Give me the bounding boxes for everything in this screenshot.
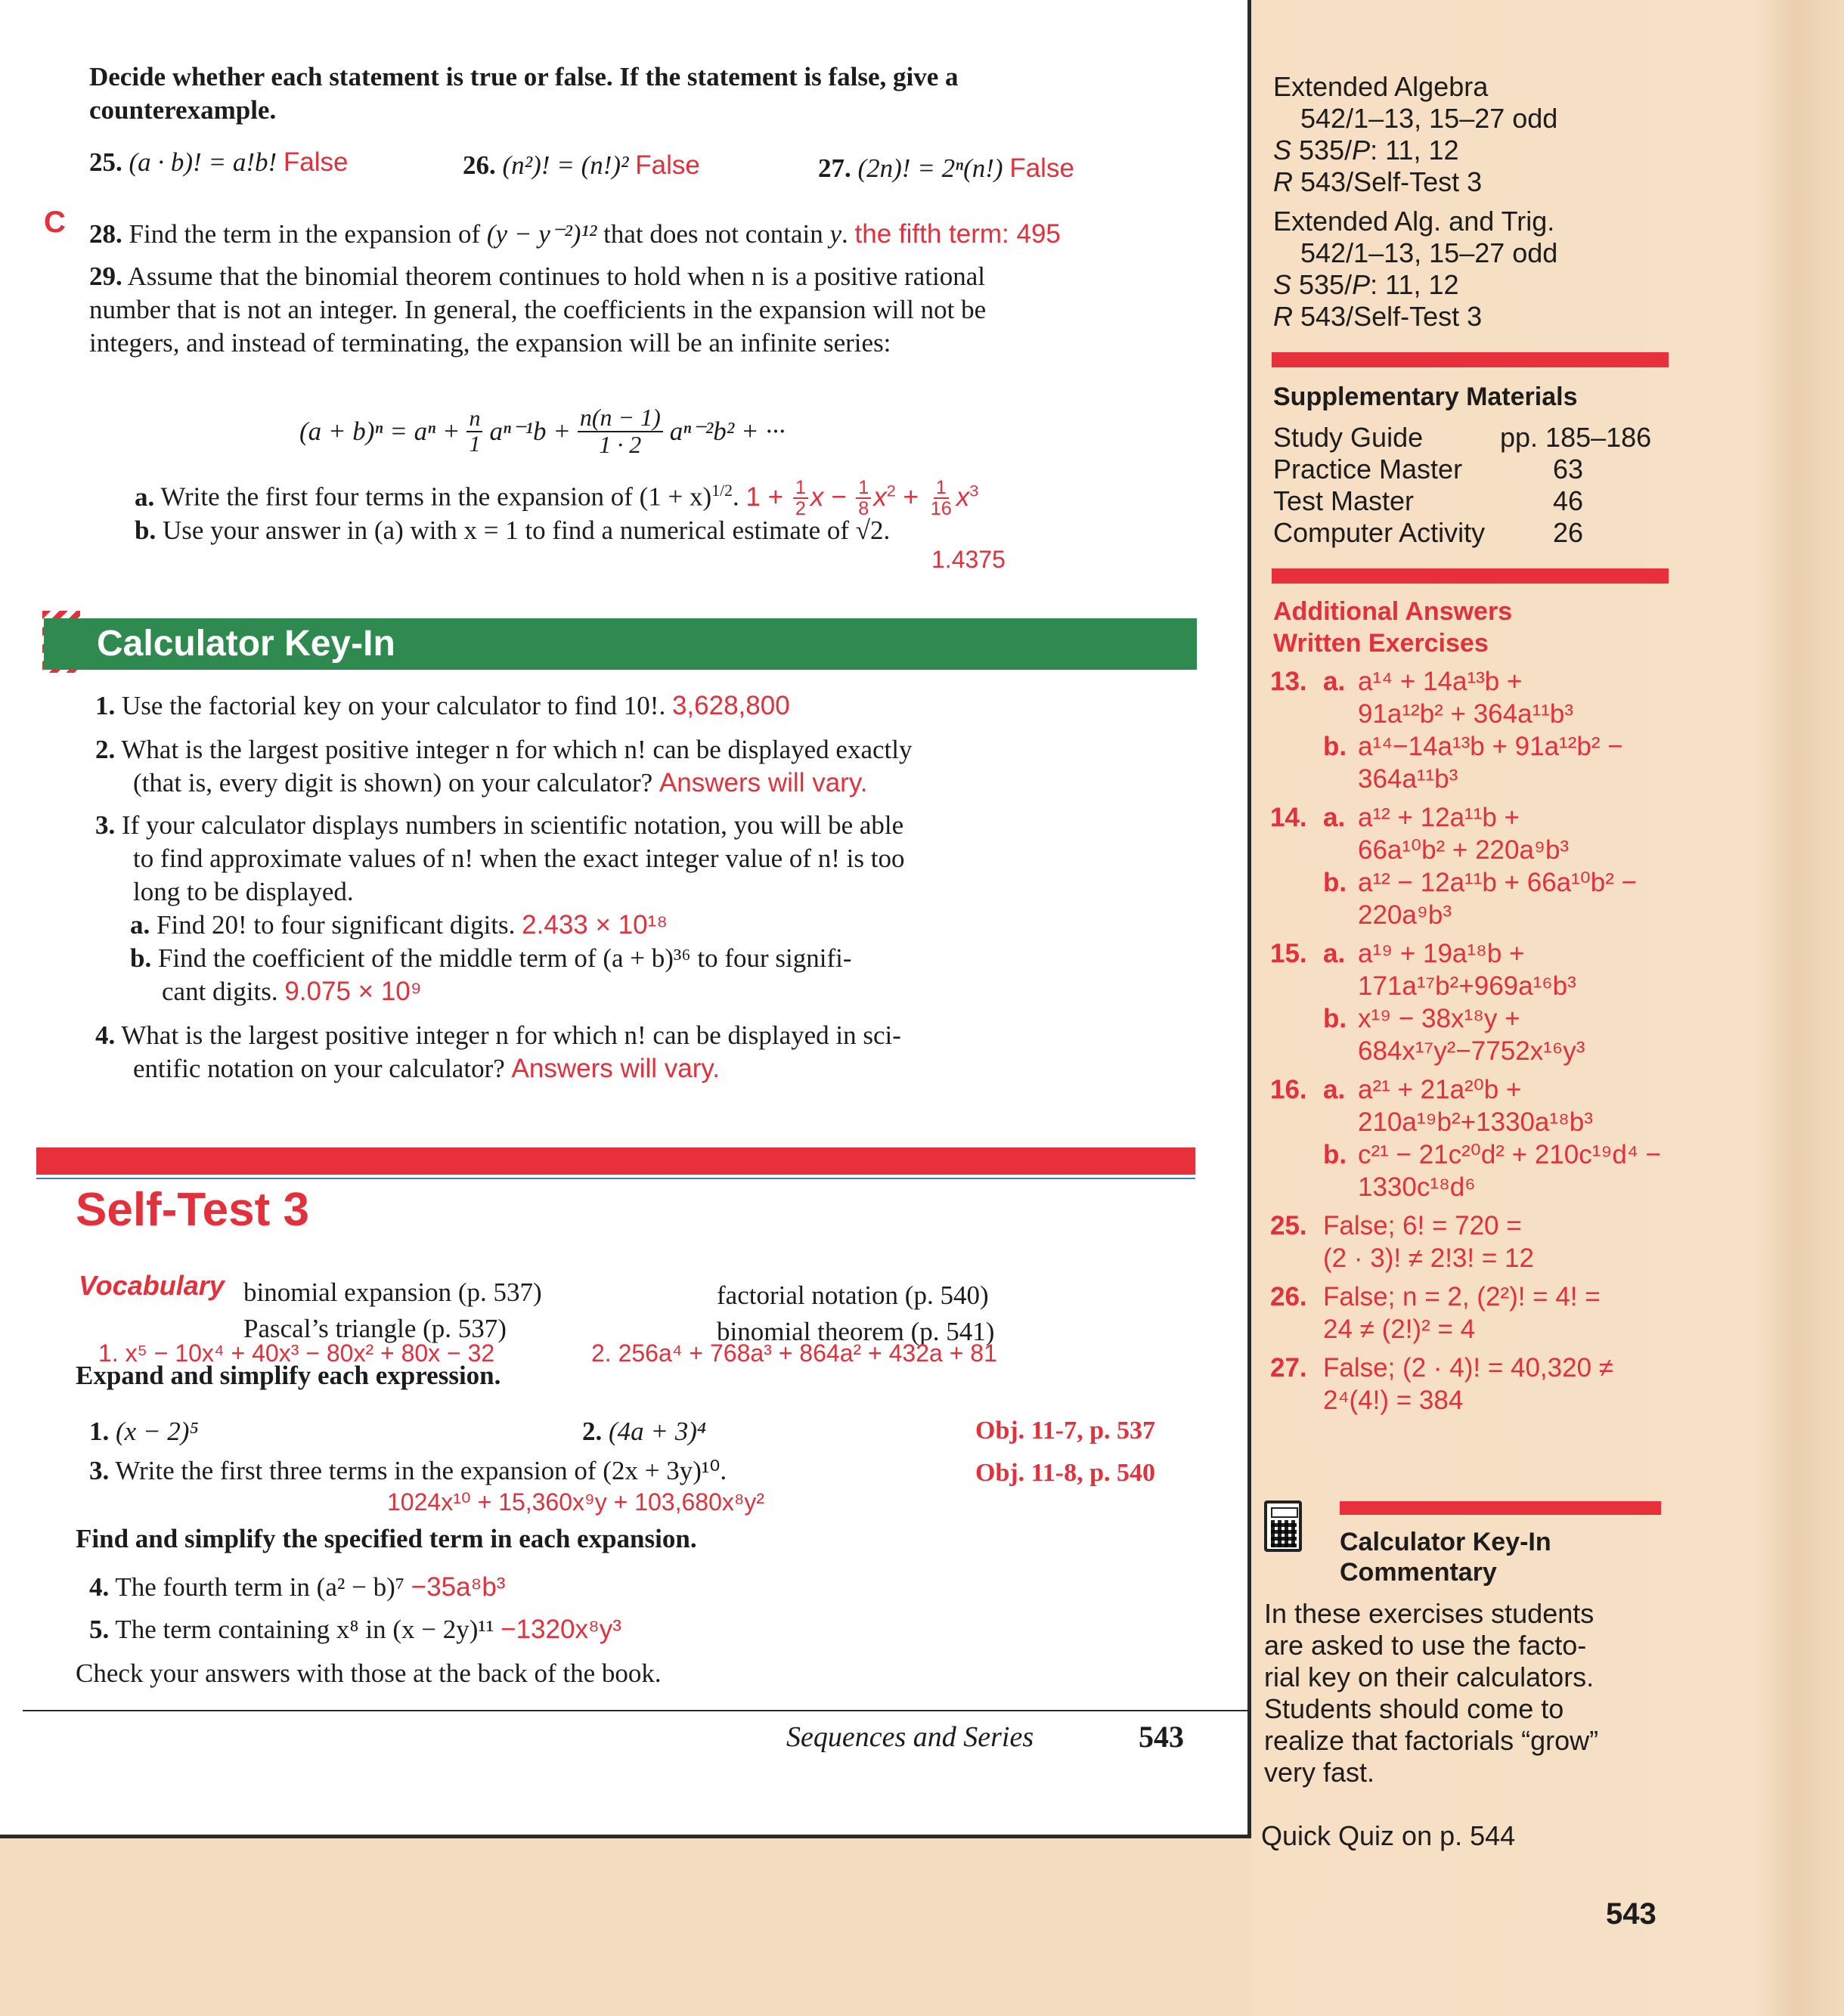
find-heading: Find and simplify the specified term in each expansion. — [76, 1524, 697, 1553]
vocab-item: factorial notation (p. 540) — [717, 1281, 989, 1310]
supplementary-heading: Supplementary Materials — [1273, 382, 1578, 411]
keyin-question-2: 2. What is the largest positive integer n for which n! can be displayed exactly (that is, every digit is shown) on your calculator? Answers will vary. — [95, 735, 913, 797]
additional-answers-list — [1270, 665, 1694, 1417]
exercise-25: 25. (a · b)! = a!b! False — [89, 147, 349, 177]
quick-quiz-note: Quick Quiz on p. 544 — [1261, 1820, 1516, 1851]
sidebar-divider — [1272, 352, 1669, 367]
keyin-question-3a: a. Find 20! to four significant digits. 2.433 × 10¹⁸ — [130, 910, 668, 940]
supplementary-item: Practice Master 63 — [1273, 454, 1584, 485]
level-c-marker: C — [44, 206, 66, 239]
additional-answers-heading: Additional Answers Written Exercises — [1273, 597, 1513, 658]
supplementary-item: Test Master 46 — [1273, 485, 1584, 516]
keyin-question-3b: b. Find the coefficient of the middle term of (a + b)³⁶ to four signifi- cant digits. 9.075 × 10⁹ — [130, 943, 852, 1006]
exercise-28: 28. Find the term in the expansion of (y − y⁻²)¹² that does not contain y. the fifth term: 495 — [89, 219, 1061, 249]
calculator-icon — [1264, 1500, 1302, 1552]
answer-item-25: 25. False; 6! = 720 = (2 · 3)! ≠ 2!3! = 12 — [1270, 1211, 1534, 1273]
self-test-question-2: 2. (4a + 3)⁴ — [582, 1417, 707, 1446]
self-test-title: Self-Test 3 — [76, 1184, 309, 1236]
keyin-question-1: 1. Use the factorial key on your calculator to find 10!. 3,628,800 — [95, 691, 790, 720]
self-test-answer-2: 2. 256a⁴ + 768a³ + 864a² + 432a + 81 — [591, 1339, 997, 1367]
self-test-divider — [36, 1147, 1195, 1175]
self-test-question-1: 1. (x − 2)⁵ — [89, 1417, 199, 1446]
self-test-question-4: 4. The fourth term in (a² − b)⁷ −35a⁸b³ — [89, 1572, 506, 1602]
answer-item-27: 27. False; (2 · 4)! = 40,320 ≠ 2⁴(4!) = 384 — [1270, 1353, 1613, 1415]
blue-rule — [36, 1178, 1195, 1179]
footer-section: Sequences and Series — [786, 1721, 1034, 1753]
vocabulary-label: Vocabulary — [79, 1270, 225, 1301]
objective-ref-1: Obj. 11-7, p. 537 — [975, 1417, 1156, 1445]
assignment-extended-alg-trig: Extended Alg. and Trig. 542/1–13, 15–27 odd S 535/P: 11, 12 R 543/Self-Test 3 — [1273, 206, 1558, 332]
check-answers-note: Check your answers with those at the back of the book. — [76, 1658, 662, 1688]
keyin-question-4: 4. What is the largest positive integer n for which n! can be displayed in sci- entific notation on your calculator? Answers will vary. — [95, 1020, 901, 1083]
expand-heading: Expand and simplify each expression. — [76, 1361, 501, 1390]
self-test-question-5: 5. The term containing x⁸ in (x − 2y)¹¹ −1320x⁸y³ — [89, 1615, 621, 1644]
vocab-item: binomial expansion (p. 537) — [243, 1277, 542, 1307]
sidebar-divider — [1272, 568, 1669, 584]
vocab-item: binomial theorem (p. 541) — [717, 1317, 995, 1346]
supplementary-item: Computer Activity 26 — [1273, 517, 1584, 548]
answer-item-15: 15. a. a¹⁹ + 19a¹⁸b + 171a¹⁷b²+969a¹⁶b³ b. x¹⁹ − 38x¹⁸y + 684x¹⁷y²−7752x¹⁶y³ — [1270, 939, 1585, 1066]
supplementary-item: Study Guide pp. 185–186 — [1273, 422, 1652, 453]
binomial-formula: (a + b)ⁿ = aⁿ + $\frac{n}{1}$ aⁿ⁻¹b + $\frac{n(n - 1)}{1 \cdot 2}$ aⁿ⁻²b² + ··· — [299, 404, 786, 458]
supplementary-list — [1273, 422, 1681, 549]
exercise-29b: b. Use your answer in (a) with x = 1 to find a numerical estimate of √2. — [135, 516, 891, 545]
exercise-instructions: Decide whether each statement is true or false. If the statement is false, give a counterexample. — [89, 62, 959, 125]
answer-item-13: 13. a. a¹⁴ + 14a¹³b + 91a¹²b² + 364a¹¹b³ b. a¹⁴−14a¹³b + 91a¹²b² − 364a¹¹b³ — [1270, 667, 1623, 794]
answer-item-14: 14. a. a¹² + 12a¹¹b + 66a¹⁰b² + 220a⁹b³ b. a¹² − 12a¹¹b + 66a¹⁰b² − 220a⁹b³ — [1270, 803, 1638, 930]
exercise-29: 29. Assume that the binomial theorem continues to hold when n is a positive rational number that is not an integer. In general, the coefficients in the expansion will not be integers, and instead of terminating, the expansion will be an infinite series: — [89, 262, 987, 358]
calculator-commentary-heading: Calculator Key-In Commentary — [1340, 1528, 1551, 1587]
footer-page-number: 543 — [1139, 1720, 1184, 1754]
answer-item-26: 26. False; n = 2, (2²)! = 4! = 24 ≠ (2!)² = 4 — [1270, 1282, 1601, 1344]
exercise-27: 27. (2n)! = 2ⁿ(n!) False — [818, 153, 1074, 183]
footer-rule — [23, 1710, 1251, 1711]
self-test-question-3: 3. Write the first three terms in the expansion of (2x + 3y)¹⁰. — [89, 1456, 727, 1485]
self-test-answer-1: 1. x⁵ − 10x⁴ + 40x³ − 80x² + 80x − 32 — [98, 1339, 495, 1367]
sidebar-page-number: 543 — [1606, 1897, 1657, 1931]
sidebar-divider — [1340, 1501, 1661, 1515]
self-test-answer-3: 1024x¹⁰ + 15,360x⁹y + 103,680x⁸y² — [387, 1488, 765, 1516]
exercise-26: 26. (n²)! = (n!)² False — [463, 150, 700, 180]
objective-ref-2: Obj. 11-8, p. 540 — [975, 1459, 1156, 1487]
answer-item-16: 16. a. a²¹ + 21a²⁰b + 210a¹⁹b²+1330a¹⁸b³ b. c²¹ − 21c²⁰d² + 210c¹⁹d⁴ − 1330c¹⁸d⁶ — [1270, 1075, 1662, 1202]
assignment-extended-algebra: Extended Algebra 542/1–13, 15–27 odd S 535/P: 11, 12 R 543/Self-Test 3 — [1273, 71, 1558, 197]
vocab-item: Pascal’s triangle (p. 537) — [243, 1314, 507, 1343]
exercise-29b-answer: 1.4375 — [931, 546, 1006, 573]
calculator-keyin-heading: Calculator Key-In — [44, 618, 1197, 670]
keyin-question-3: 3. If your calculator displays numbers in scientific notation, you will be able to find approximate values of n! when the exact integer value of n! is too long to be displayed. — [95, 810, 905, 906]
exercise-29a: a. Write the first four terms in the expansion of $(1 + x)^{1/2}$. 1 + $\frac{1}{2}$ x − $\frac{1}{8}$ $x^2$ + $\frac{1}{16}$ $x^3$ — [135, 477, 979, 520]
calculator-commentary: In these exercises students are asked to use the facto- rial key on their calculators. Students should come to realize that factorials “grow” very fast. — [1264, 1598, 1599, 1788]
